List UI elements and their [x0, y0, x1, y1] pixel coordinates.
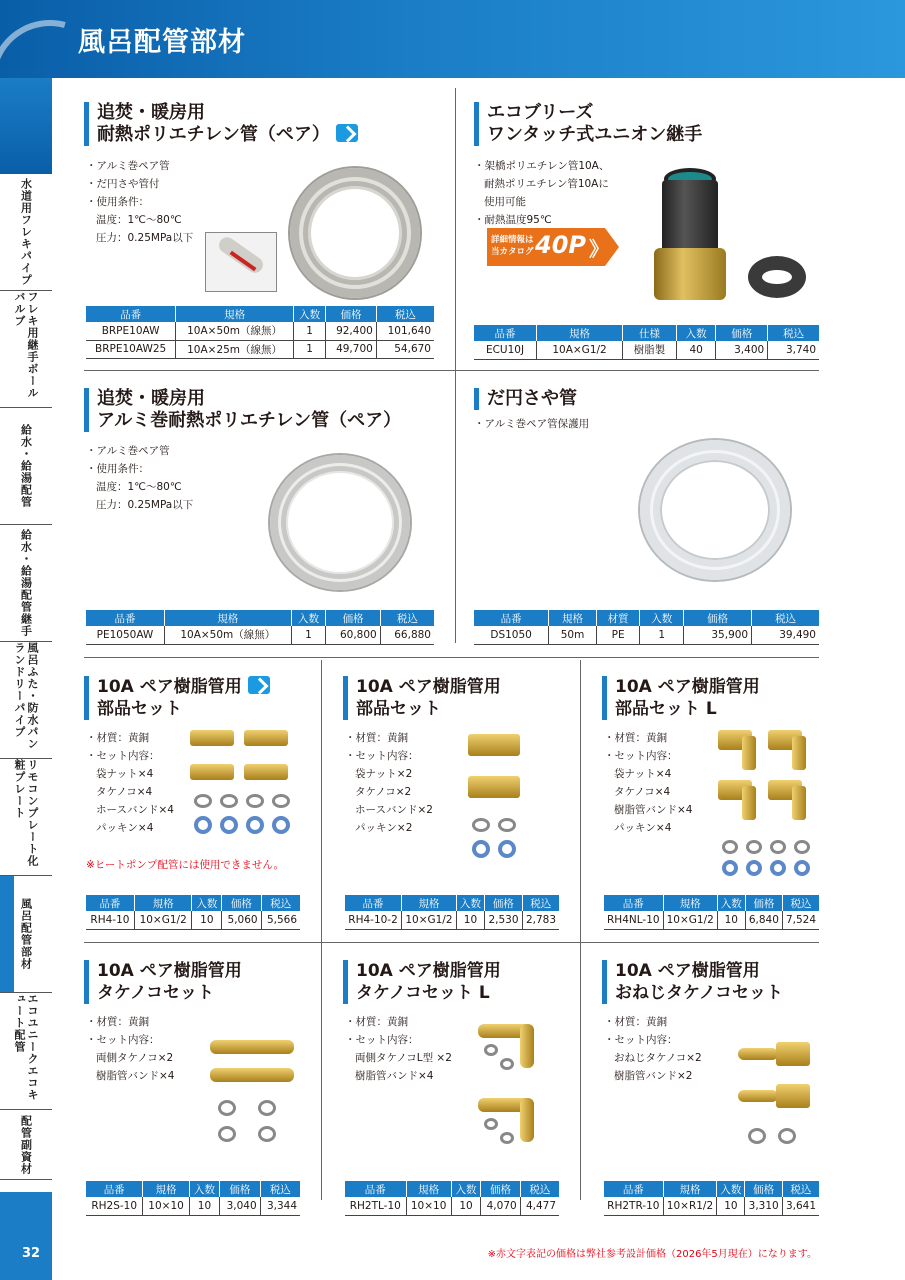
section-title: エコブリーズ ワンタッチ式ユニオン継手 — [474, 102, 702, 146]
section-title: 追焚・暖房用 アルミ巻耐熱ポリエチレン管（ペア） — [84, 388, 401, 432]
gasket-image — [748, 256, 806, 298]
brass-elbow-barb-set-image — [478, 1020, 558, 1155]
page-header — [0, 0, 905, 78]
table-row: BRPE10AW25 10A×25m（線無） 1 49,700 54,670 — [86, 340, 434, 358]
sidebar-item-supply-joint[interactable]: 給水・給湯配管継手 — [0, 525, 52, 642]
section-title: 10A ペア樹脂管用 おねじタケノコセット — [602, 960, 783, 1004]
brass-parts-set-image — [468, 730, 528, 862]
table-row: RH4-10-2 10×G1/2 10 2,530 2,783 — [345, 911, 559, 929]
bullet-list: ・材質：黄銅 ・セット内容： 両側タケノコL型 ×2 樹脂管バンド×4 — [345, 1016, 452, 1082]
table-row: RH2S-10 10×10 10 3,040 3,344 — [86, 1197, 300, 1215]
sidebar-item-flexible-pipe[interactable]: 水道用フレキパイプ — [0, 174, 52, 291]
page-number: 32 — [22, 1246, 41, 1261]
section-title: 10A ペア樹脂管用 タケノコセット — [84, 960, 242, 1004]
warning-note: ※ヒートポンプ配管には使用できません。 — [86, 859, 285, 871]
bullet-list: ・アルミ巻ペア管保護用 — [474, 418, 590, 430]
bullet-list: ・架橋ポリエチレン管10A、 耐熱ポリエチレン管10Aに 使用可能 ・耐熱温度95℃ — [474, 160, 610, 226]
spec-table: 品番 規格 入数 価格 税込 RH4-10 10×G1/2 10 5,060 5,566 — [86, 895, 300, 930]
table-row: BRPE10AW 10A×50m（線無） 1 92,400 101,640 — [86, 322, 434, 340]
spec-table: 品番 規格 入数 価格 税込 BRPE10AW 10A×50m（線無） 1 92,400 101,640 BRPE10AW25 10A×25m（線無） 1 49,700 54,670 — [86, 306, 434, 359]
brass-elbow-set-image — [718, 730, 818, 878]
brass-male-barb-set-image — [738, 1042, 812, 1150]
sidebar-item-eco-cute[interactable]: エコユニークエコキュート配管 — [0, 993, 52, 1110]
bullet-list: ・材質：黄銅 ・セット内容： 袋ナット×2 タケノコ×2 ホースバンド×2 パッキン×2 — [345, 732, 433, 834]
brass-barb-set-image — [210, 1038, 300, 1150]
spec-table: 品番 規格 入数 価格 税込 RH4NL-10 10×G1/2 10 6,840 7,524 — [604, 895, 819, 930]
bullet-list: ・アルミ巻ペア管 ・使用条件： 温度：1℃～80℃ 圧力：0.25MPa以下 — [86, 445, 194, 511]
sidebar-top-band — [0, 78, 52, 174]
price-footnote: ※赤文字表記の価格は弊社参考設計価格（2026年5月現在）になります。 — [487, 1249, 817, 1260]
spec-table: 品番 規格 入数 価格 税込 RH4-10-2 10×G1/2 10 2,530 2,783 — [345, 895, 559, 930]
sidebar-item-flexible-joint[interactable]: フレキ用継手ボールバルブ — [0, 291, 52, 408]
aluminum-pipe-coil-image — [270, 455, 410, 590]
sidebar-item-supply-piping[interactable]: 給水・給湯配管 — [0, 408, 52, 525]
section-title: 10A ペア樹脂管用 タケノコセット L — [343, 960, 501, 1004]
table-row: RH2TR-10 10×R1/2 10 3,310 3,641 — [604, 1197, 819, 1215]
table-row: RH4NL-10 10×G1/2 10 6,840 7,524 — [604, 911, 819, 929]
bullet-list: ・材質：黄銅 ・セット内容： 袋ナット×4 タケノコ×4 樹脂管バンド×4 パッキン×4 — [604, 732, 693, 834]
spec-table: 品番 規格 入数 価格 税込 RH2TR-10 10×R1/2 10 3,310 3,641 — [604, 1181, 819, 1216]
divider — [455, 88, 456, 643]
table-row: RH4-10 10×G1/2 10 5,060 5,566 — [86, 911, 300, 929]
divider — [321, 660, 322, 1200]
page-link-icon[interactable] — [336, 124, 358, 142]
section-title: 10A ペア樹脂管用 部品セット — [343, 676, 501, 720]
sidebar-item-bath-piping[interactable]: 風呂配管部材 — [0, 876, 52, 993]
brass-parts-set-image — [190, 724, 300, 834]
divider — [580, 660, 581, 1200]
page-title: 風呂配管部材 — [78, 27, 246, 58]
sidebar-item-remote-plate[interactable]: リモコンプレート化粧プレート — [0, 759, 52, 876]
catalog-reference-banner[interactable]: 詳細情報は当カタログ 40P 》 — [487, 228, 617, 266]
bullet-list: ・材質：黄銅 ・セット内容： 袋ナット×4 タケノコ×4 ホースバンド×4 パッキン×4 — [86, 732, 174, 834]
divider — [84, 370, 819, 371]
divider — [84, 942, 819, 943]
table-row: PE1050AW 10A×50m（線無） 1 60,800 66,880 — [86, 626, 434, 644]
divider — [84, 657, 819, 658]
section-title: 10A ペア樹脂管用 部品セット — [84, 676, 270, 720]
page-link-icon[interactable] — [248, 676, 270, 694]
sidebar-bottom-band — [0, 1192, 52, 1280]
table-row: RH2TL-10 10×10 10 4,070 4,477 — [345, 1197, 559, 1215]
section-title: 10A ペア樹脂管用 部品セット L — [602, 676, 760, 720]
table-row: DS1050 50m PE 1 35,900 39,490 — [474, 626, 819, 644]
bullet-list: ・材質：黄銅 ・セット内容： 両側タケノコ×2 樹脂管バンド×4 — [86, 1016, 175, 1082]
union-fitting-image — [650, 168, 730, 303]
spec-table: 品番 規格 入数 価格 税込 RH2S-10 10×10 10 3,040 3,344 — [86, 1181, 300, 1216]
spec-table: 品番 規格 材質 入数 価格 税込 DS1050 50m PE 1 35,900 39,490 — [474, 610, 819, 645]
sidebar-item-bath-lid[interactable]: 風呂ふた・防水パンランドリーパイプ — [0, 642, 52, 759]
spec-table: 品番 規格 入数 価格 税込 PE1050AW 10A×50m（線無） 1 60,800 66,880 — [86, 610, 434, 645]
spec-table: 品番 規格 入数 価格 税込 RH2TL-10 10×10 10 4,070 4,477 — [345, 1181, 559, 1216]
table-row: ECU10J 10A×G1/2 樹脂製 40 3,400 3,740 — [474, 341, 819, 359]
pipe-section-inset-image — [205, 232, 277, 292]
sidebar-index — [0, 174, 52, 1180]
bullet-list: ・材質：黄銅 ・セット内容： おねじタケノコ×2 樹脂管バンド×2 — [604, 1016, 702, 1082]
spec-table: 品番 規格 仕様 入数 価格 税込 ECU10J 10A×G1/2 樹脂製 40 3,400 3,740 — [474, 325, 819, 360]
sidebar-item-accessories[interactable]: 配管副資材 — [0, 1110, 52, 1180]
section-title: だ円さや管 — [474, 388, 577, 410]
section-title: 追焚・暖房用 耐熱ポリエチレン管（ペア） — [84, 102, 358, 146]
bullet-list: ・アルミ巻ペア管 ・だ円さや管付 ・使用条件： 温度：1℃～80℃ 圧力：0.25MPa以下 — [86, 160, 194, 244]
oval-sheath-coil-image — [640, 440, 790, 580]
pipe-coil-image — [290, 168, 420, 298]
